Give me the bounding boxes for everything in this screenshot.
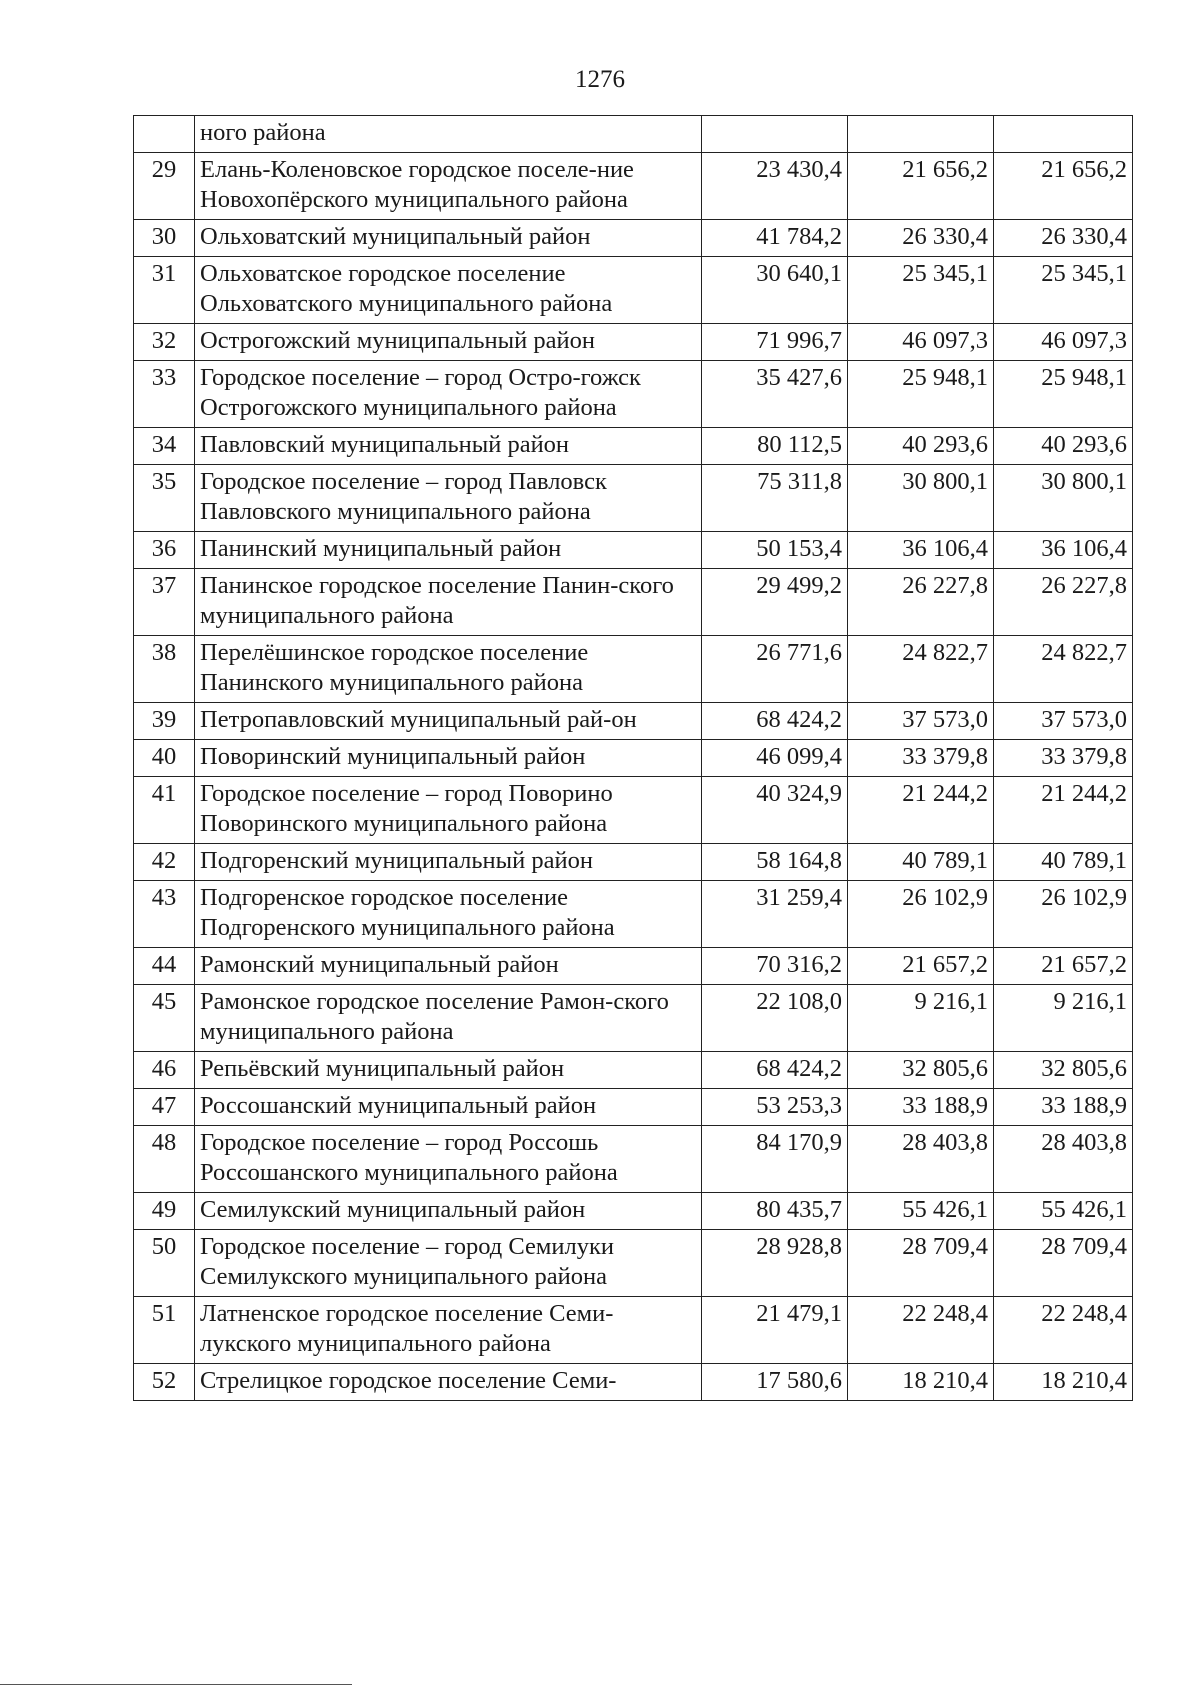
value-column-2-cell: 26 227,8 [848,569,994,636]
value-column-2-cell: 37 573,0 [848,703,994,740]
table-row [134,1052,1133,1089]
row-number-cell: 50 [134,1230,195,1297]
value-column-3-cell: 32 805,6 [994,1052,1133,1089]
table-row [134,1126,1133,1193]
value-column-1-cell: 80 435,7 [702,1193,848,1230]
value-column-2-cell: 28 403,8 [848,1126,994,1193]
value-column-2-cell: 30 800,1 [848,465,994,532]
value-column-1-cell: 41 784,2 [702,220,848,257]
row-number-cell: 34 [134,428,195,465]
value-column-1-cell: 30 640,1 [702,257,848,324]
municipality-name-cell: Городское поселение – город Семилуки Семилукского муниципального района [195,1230,702,1297]
value-column-2-cell: 22 248,4 [848,1297,994,1364]
table-row [134,1230,1133,1297]
row-number-cell: 33 [134,361,195,428]
row-number-cell: 52 [134,1364,195,1401]
municipality-name-cell: Россошанский муниципальный район [195,1089,702,1126]
value-column-1-cell: 84 170,9 [702,1126,848,1193]
municipality-name-cell: Рамонское городское поселение Рамон-ского муниципального района [195,985,702,1052]
table-row [134,532,1133,569]
value-column-2-cell: 28 709,4 [848,1230,994,1297]
value-column-2-cell: 21 657,2 [848,948,994,985]
value-column-2-cell: 21 656,2 [848,153,994,220]
municipality-name-cell: Перелёшинское городское поселение Панинского муниципального района [195,636,702,703]
row-number-cell: 35 [134,465,195,532]
table-row [134,220,1133,257]
value-column-2-cell: 9 216,1 [848,985,994,1052]
row-number-cell: 38 [134,636,195,703]
value-column-1-cell: 75 311,8 [702,465,848,532]
value-column-1-cell: 23 430,4 [702,153,848,220]
table-row [134,1089,1133,1126]
value-column-3-cell: 26 330,4 [994,220,1133,257]
value-column-2-cell: 26 102,9 [848,881,994,948]
value-column-3-cell: 36 106,4 [994,532,1133,569]
value-column-2-cell: 32 805,6 [848,1052,994,1089]
value-column-1-cell: 17 580,6 [702,1364,848,1401]
table-row [134,428,1133,465]
municipality-name-cell: Острогожский муниципальный район [195,324,702,361]
table-row [134,703,1133,740]
value-column-1-cell: 21 479,1 [702,1297,848,1364]
value-column-3-cell: 55 426,1 [994,1193,1133,1230]
municipality-name-cell: Репьёвский муниципальный район [195,1052,702,1089]
value-column-3-cell: 33 188,9 [994,1089,1133,1126]
row-number-cell: 39 [134,703,195,740]
municipality-name-cell: Подгоренский муниципальный район [195,844,702,881]
row-number-cell: 30 [134,220,195,257]
value-column-2-cell: 33 188,9 [848,1089,994,1126]
municipality-name-cell: Поворинский муниципальный район [195,740,702,777]
value-column-1-cell: 29 499,2 [702,569,848,636]
row-number-cell: 41 [134,777,195,844]
row-number-cell: 29 [134,153,195,220]
municipality-name-cell: Семилукский муниципальный район [195,1193,702,1230]
bottom-rule [0,1684,352,1685]
municipality-name-cell: Стрелицкое городское поселение Семи- [195,1364,702,1401]
value-column-2-cell: 25 948,1 [848,361,994,428]
row-number-cell: 36 [134,532,195,569]
row-number-cell: 31 [134,257,195,324]
value-column-3-cell: 9 216,1 [994,985,1133,1052]
row-number-cell: 45 [134,985,195,1052]
value-column-1-cell: 80 112,5 [702,428,848,465]
value-column-3-cell: 40 789,1 [994,844,1133,881]
row-number-cell: 37 [134,569,195,636]
value-column-2-cell: 26 330,4 [848,220,994,257]
table-row [134,465,1133,532]
municipality-name-cell: Городское поселение – город Остро-гожск Острогожского муниципального района [195,361,702,428]
value-column-3-cell: 21 244,2 [994,777,1133,844]
value-column-3-cell: 28 403,8 [994,1126,1133,1193]
row-number-cell [134,116,195,153]
value-column-1-cell: 35 427,6 [702,361,848,428]
value-column-1-cell: 26 771,6 [702,636,848,703]
value-column-1-cell: 46 099,4 [702,740,848,777]
value-column-1-cell: 53 253,3 [702,1089,848,1126]
value-column-2-cell: 46 097,3 [848,324,994,361]
value-column-1-cell [702,116,848,153]
table-row [134,985,1133,1052]
value-column-1-cell: 68 424,2 [702,1052,848,1089]
row-number-cell: 32 [134,324,195,361]
value-column-3-cell: 26 102,9 [994,881,1133,948]
table-row [134,569,1133,636]
municipality-name-cell: Панинское городское поселение Панин-ского муниципального района [195,569,702,636]
table-row [134,1297,1133,1364]
value-column-3-cell: 30 800,1 [994,465,1133,532]
municipality-name-cell: Подгоренское городское поселение Подгоренского муниципального района [195,881,702,948]
municipality-name-cell: Городское поселение – город Россошь Россошанского муниципального района [195,1126,702,1193]
value-column-3-cell: 40 293,6 [994,428,1133,465]
table-row [134,881,1133,948]
row-number-cell: 47 [134,1089,195,1126]
value-column-1-cell: 71 996,7 [702,324,848,361]
table-row [134,636,1133,703]
value-column-3-cell: 24 822,7 [994,636,1133,703]
value-column-2-cell: 25 345,1 [848,257,994,324]
value-column-2-cell: 36 106,4 [848,532,994,569]
table-row [134,1193,1133,1230]
table-row [134,777,1133,844]
value-column-3-cell: 37 573,0 [994,703,1133,740]
table-row [134,324,1133,361]
table-row [134,844,1133,881]
row-number-cell: 42 [134,844,195,881]
value-column-2-cell: 18 210,4 [848,1364,994,1401]
row-number-cell: 43 [134,881,195,948]
row-number-cell: 40 [134,740,195,777]
table-row [134,948,1133,985]
municipality-name-cell: Городское поселение – город Поворино Поворинского муниципального района [195,777,702,844]
value-column-2-cell [848,116,994,153]
value-column-1-cell: 40 324,9 [702,777,848,844]
table-row [134,361,1133,428]
municipality-name-cell: Павловский муниципальный район [195,428,702,465]
table-body [134,116,1133,1401]
value-column-1-cell: 22 108,0 [702,985,848,1052]
value-column-3-cell: 25 948,1 [994,361,1133,428]
page-number: 1276 [575,66,625,93]
table-row [134,116,1133,153]
municipality-name-cell: Петропавловский муниципальный рай-он [195,703,702,740]
value-column-3-cell: 25 345,1 [994,257,1133,324]
budget-table [133,115,1133,1401]
value-column-1-cell: 70 316,2 [702,948,848,985]
value-column-1-cell: 58 164,8 [702,844,848,881]
value-column-2-cell: 40 293,6 [848,428,994,465]
value-column-3-cell: 33 379,8 [994,740,1133,777]
value-column-3-cell: 46 097,3 [994,324,1133,361]
value-column-3-cell: 21 657,2 [994,948,1133,985]
table-row [134,740,1133,777]
municipality-name-cell: Городское поселение – город Павловск Павловского муниципального района [195,465,702,532]
value-column-2-cell: 24 822,7 [848,636,994,703]
row-number-cell: 48 [134,1126,195,1193]
municipality-name-cell: ного района [195,116,702,153]
value-column-3-cell: 18 210,4 [994,1364,1133,1401]
value-column-3-cell: 26 227,8 [994,569,1133,636]
value-column-2-cell: 33 379,8 [848,740,994,777]
value-column-1-cell: 68 424,2 [702,703,848,740]
row-number-cell: 46 [134,1052,195,1089]
value-column-3-cell [994,116,1133,153]
table-row [134,153,1133,220]
value-column-1-cell: 28 928,8 [702,1230,848,1297]
value-column-3-cell: 28 709,4 [994,1230,1133,1297]
row-number-cell: 44 [134,948,195,985]
municipality-name-cell: Рамонский муниципальный район [195,948,702,985]
table-row [134,257,1133,324]
table-row [134,1364,1133,1401]
municipality-name-cell: Латненское городское поселение Семи-лукского муниципального района [195,1297,702,1364]
municipality-name-cell: Ольховатский муниципальный район [195,220,702,257]
value-column-3-cell: 22 248,4 [994,1297,1133,1364]
municipality-name-cell: Ольховатское городское поселение Ольховатского муниципального района [195,257,702,324]
value-column-2-cell: 21 244,2 [848,777,994,844]
value-column-2-cell: 55 426,1 [848,1193,994,1230]
municipality-name-cell: Панинский муниципальный район [195,532,702,569]
row-number-cell: 49 [134,1193,195,1230]
value-column-1-cell: 31 259,4 [702,881,848,948]
value-column-1-cell: 50 153,4 [702,532,848,569]
municipality-name-cell: Елань-Коленовское городское поселе-ние Новохопёрского муниципального района [195,153,702,220]
value-column-3-cell: 21 656,2 [994,153,1133,220]
row-number-cell: 51 [134,1297,195,1364]
value-column-2-cell: 40 789,1 [848,844,994,881]
